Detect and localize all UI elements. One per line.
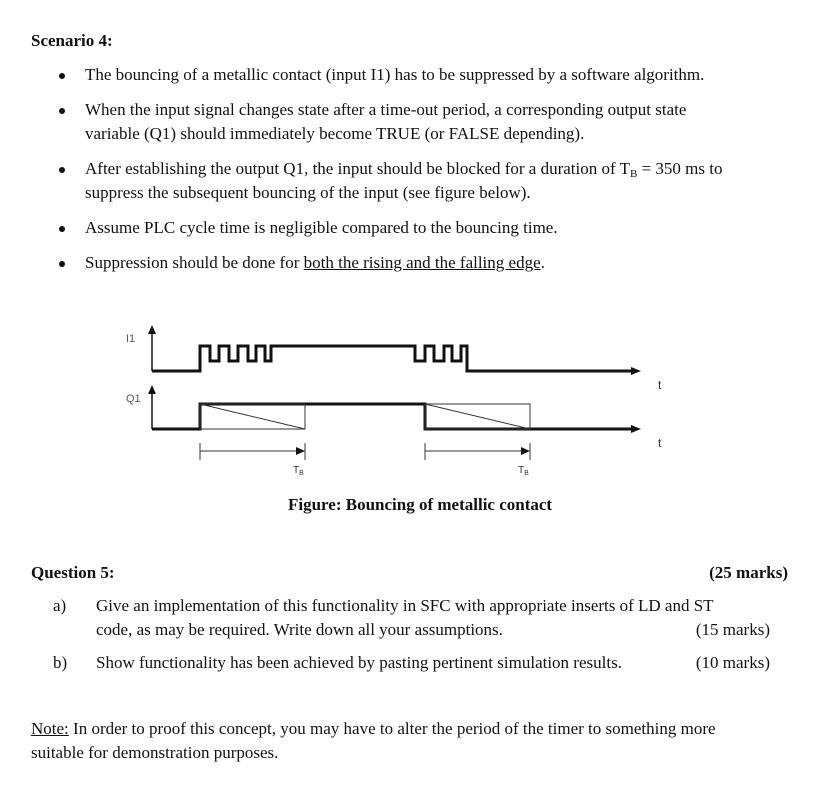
part-a-label: a) — [53, 596, 67, 615]
tb-arrow-icon-1 — [296, 447, 305, 455]
blocking-window-diagonal — [425, 404, 530, 429]
timing-diagram — [118, 315, 678, 485]
bullet-dot — [59, 108, 65, 114]
underlined-text: both the rising and the falling edge — [303, 253, 541, 272]
part-b-marks: (10 marks) — [695, 653, 770, 672]
note-line1 — [31, 717, 811, 741]
text-segment: After establishing the output Q1, the input should be blocked for a duration of T — [85, 159, 630, 178]
text-segment: = 350 ms to — [637, 159, 723, 178]
axis-label-t1: t — [658, 378, 662, 392]
q1-time-arrow-icon — [631, 425, 641, 433]
bullet-text: Assume PLC cycle time is negligible compared to the bouncing time. — [85, 218, 558, 237]
tb-subscript: B — [299, 470, 304, 477]
scenario-title: Scenario 4: — [31, 31, 113, 50]
question-title: Question 5: — [31, 563, 115, 582]
bullet-text-line1 — [85, 157, 785, 181]
text-segment: . — [540, 253, 545, 272]
tb-letter: T — [293, 465, 300, 476]
part-a-marks: (15 marks) — [695, 620, 770, 639]
i1-time-arrow-icon — [631, 367, 641, 375]
tb-dimension-1 — [200, 443, 305, 460]
tb-arrow-icon-2 — [521, 447, 530, 455]
bullet-text-line1: When the input signal changes state after a time-out period, a corresponding output state — [85, 100, 687, 119]
part-b-text: Show functionality has been achieved by pasting pertinent simulation results. — [96, 653, 622, 672]
bullet-text — [85, 251, 785, 275]
bullet-dot — [59, 261, 65, 267]
tb-label-1 — [293, 465, 304, 477]
question-marks: (25 marks) — [709, 563, 788, 582]
bullet-dot — [59, 73, 65, 79]
blocking-window-2 — [425, 404, 530, 429]
tb-dimension-2 — [425, 443, 530, 460]
label-i1: I1 — [126, 333, 136, 345]
tb-label-2 — [518, 465, 529, 477]
subscript: B — [630, 168, 638, 180]
q1-signal-trace — [152, 404, 633, 429]
bullet-text: The bouncing of a metallic contact (input I1) has to be suppressed by a software algorithm. — [85, 65, 705, 84]
figure-caption: Figure: Bouncing of metallic contact — [288, 495, 553, 514]
label-q1: Q1 — [126, 393, 141, 405]
note-text: In order to proof this concept, you may have to alter the period of the timer to something more — [68, 719, 716, 738]
part-b-label: b) — [53, 653, 68, 672]
bullet-dot — [59, 167, 65, 173]
bullet-text-line2: variable (Q1) should immediately become TRUE (or FALSE depending). — [85, 124, 585, 143]
q1-axis-arrow-icon — [148, 385, 156, 394]
part-a-line1: Give an implementation of this functionality in SFC with appropriate inserts of LD and ST — [96, 596, 714, 615]
note-label: Note: — [31, 719, 69, 738]
axis-label-t2: t — [658, 436, 662, 450]
note-line2: suitable for demonstration purposes. — [31, 743, 279, 762]
part-a-line2: code, as may be required. Write down all your assumptions. — [96, 620, 503, 639]
i1-signal-trace — [152, 346, 633, 371]
i1-axis-arrow-icon — [148, 325, 156, 334]
blocking-window-diagonal — [200, 404, 305, 429]
bullet-dot — [59, 226, 65, 232]
bullet-text-line2: suppress the subsequent bouncing of the input (see figure below). — [85, 183, 531, 202]
text-segment: Suppression should be done for — [85, 253, 304, 272]
blocking-window-1 — [200, 404, 305, 429]
tb-letter: T — [518, 465, 525, 476]
tb-subscript: B — [524, 470, 529, 477]
